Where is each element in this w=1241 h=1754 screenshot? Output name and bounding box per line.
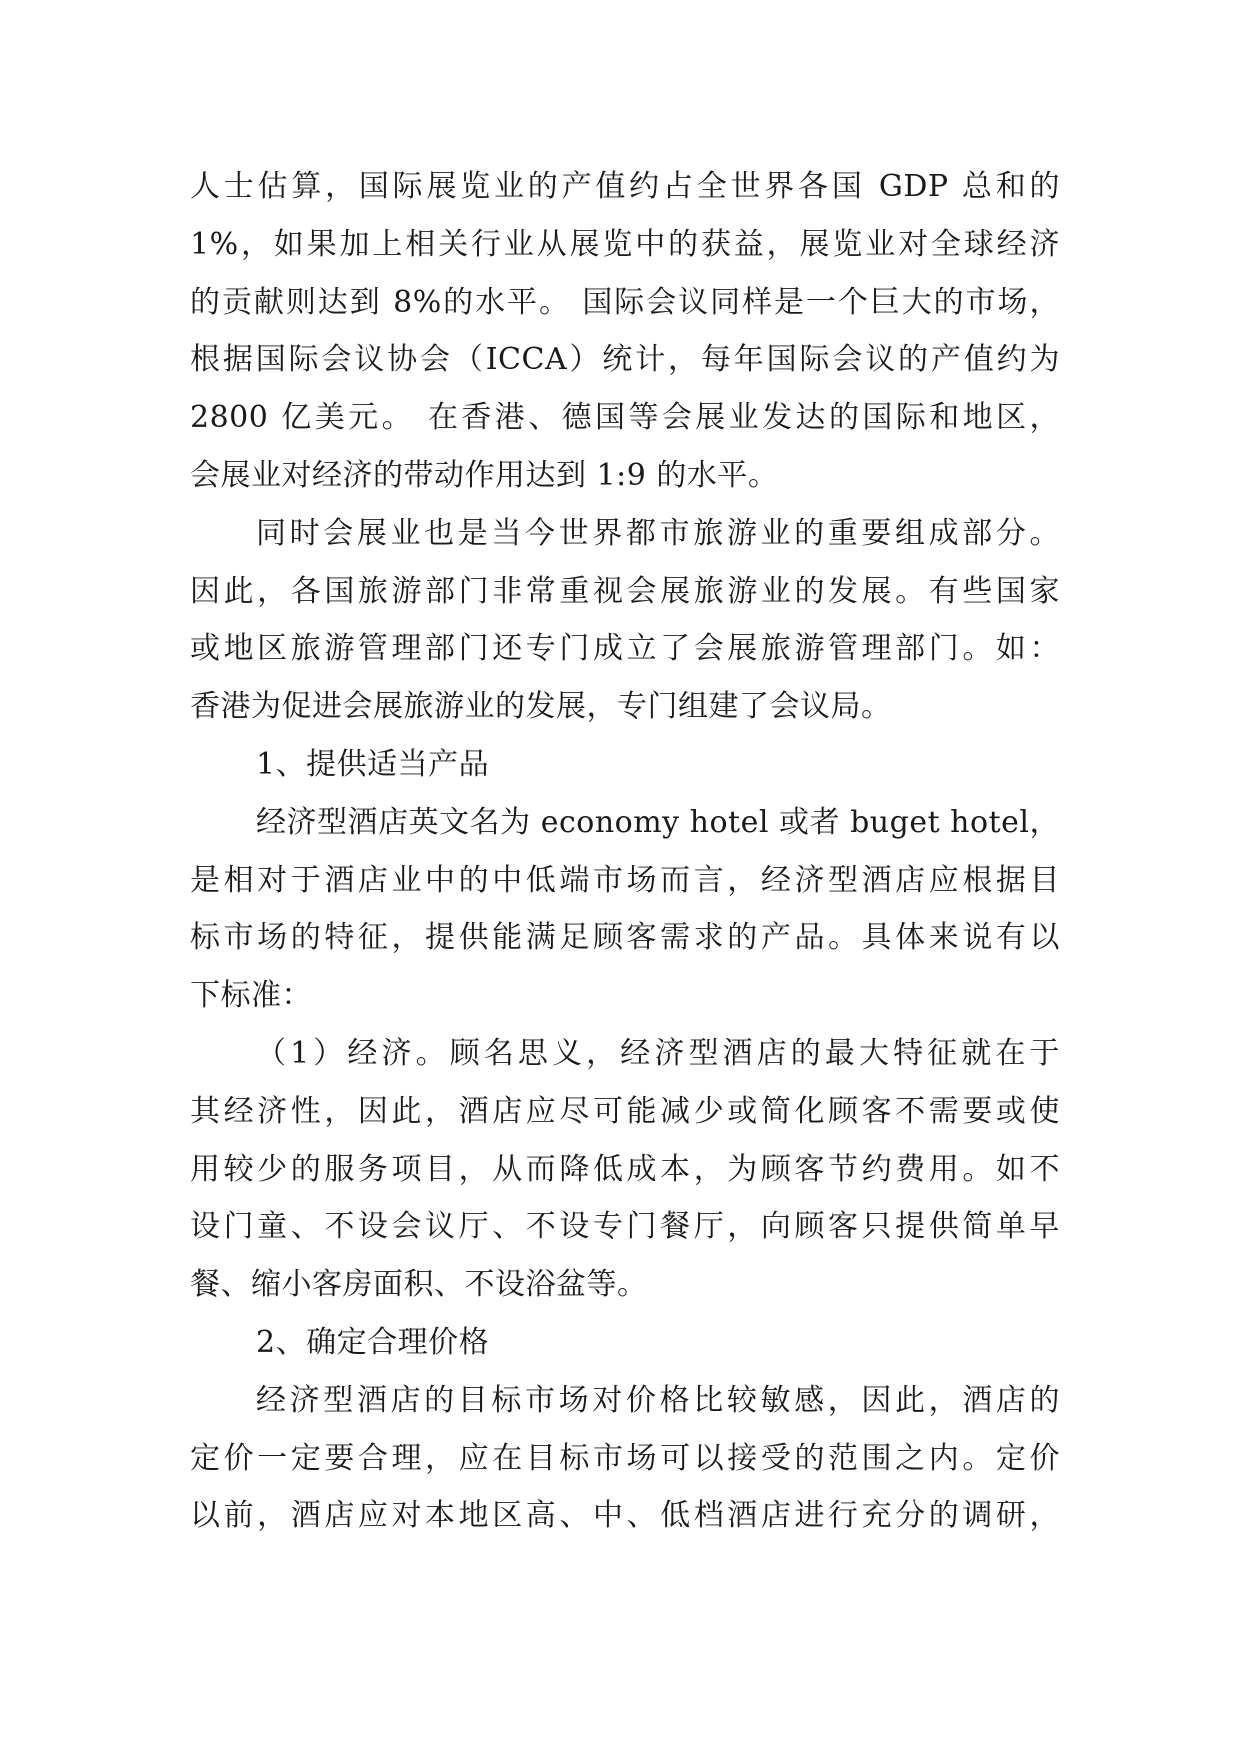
text-line: 的贡献则达到 8%的水平。 国际会议同样是一个巨大的市场，	[190, 284, 1060, 320]
body-text	[190, 158, 1060, 1545]
text-line: 用较少的服务项目，从而降低成本，为顾客节约费用。如不	[190, 1151, 1060, 1187]
text-line: 经济型酒店的目标市场对价格比较敏感，因此，酒店的	[256, 1382, 1060, 1418]
text-line: 经济型酒店英文名为 economy hotel 或者 buget hotel，	[256, 804, 1060, 840]
text-line: 其经济性，因此，酒店应尽可能减少或简化顾客不需要或使	[190, 1093, 1060, 1129]
text-line: 香港为促进会展旅游业的发展，专门组建了会议局。	[190, 689, 892, 725]
text-line: 因此，各国旅游部门非常重视会展旅游业的发展。有些国家	[190, 573, 1060, 609]
text-line: 标市场的特征，提供能满足顾客需求的产品。具体来说有以	[190, 920, 1060, 956]
text-line: 设门童、不设会议厅、不设专门餐厅，向顾客只提供简单早	[190, 1209, 1060, 1245]
text-line: 会展业对经济的带动作用达到 1:9 的水平。	[190, 457, 779, 493]
text-line: 下标准：	[190, 978, 312, 1014]
text-line: 餐、缩小客房面积、不设浴盆等。	[190, 1267, 648, 1303]
text-line: 或地区旅游管理部门还专门成立了会展旅游管理部门。如：	[190, 631, 1060, 667]
text-line: 人士估算，国际展览业的产值约占全世界各国 GDP 总和的	[190, 169, 1060, 204]
text-line: 1、提供适当产品	[256, 746, 490, 782]
text-line: 定价一定要合理，应在目标市场可以接受的范围之内。定价	[190, 1440, 1060, 1476]
text-line: 根据国际会议协会（ICCA）统计，每年国际会议的产值约为	[190, 342, 1060, 378]
text-line: （1）经济。顾名思义，经济型酒店的最大特征就在于	[256, 1035, 1060, 1071]
text-line: 1%，如果加上相关行业从展览中的获益，展览业对全球经济	[190, 226, 1060, 262]
text-line: 以前，酒店应对本地区高、中、低档酒店进行充分的调研，	[190, 1498, 1060, 1534]
text-line: 是相对于酒店业中的中低端市场而言，经济型酒店应根据目	[190, 862, 1060, 898]
text-line: 2、确定合理价格	[256, 1324, 490, 1360]
text-line: 2800 亿美元。 在香港、德国等会展业发达的国际和地区，	[190, 400, 1060, 436]
text-line: 同时会展业也是当今世界都市旅游业的重要组成部分。	[256, 515, 1060, 551]
